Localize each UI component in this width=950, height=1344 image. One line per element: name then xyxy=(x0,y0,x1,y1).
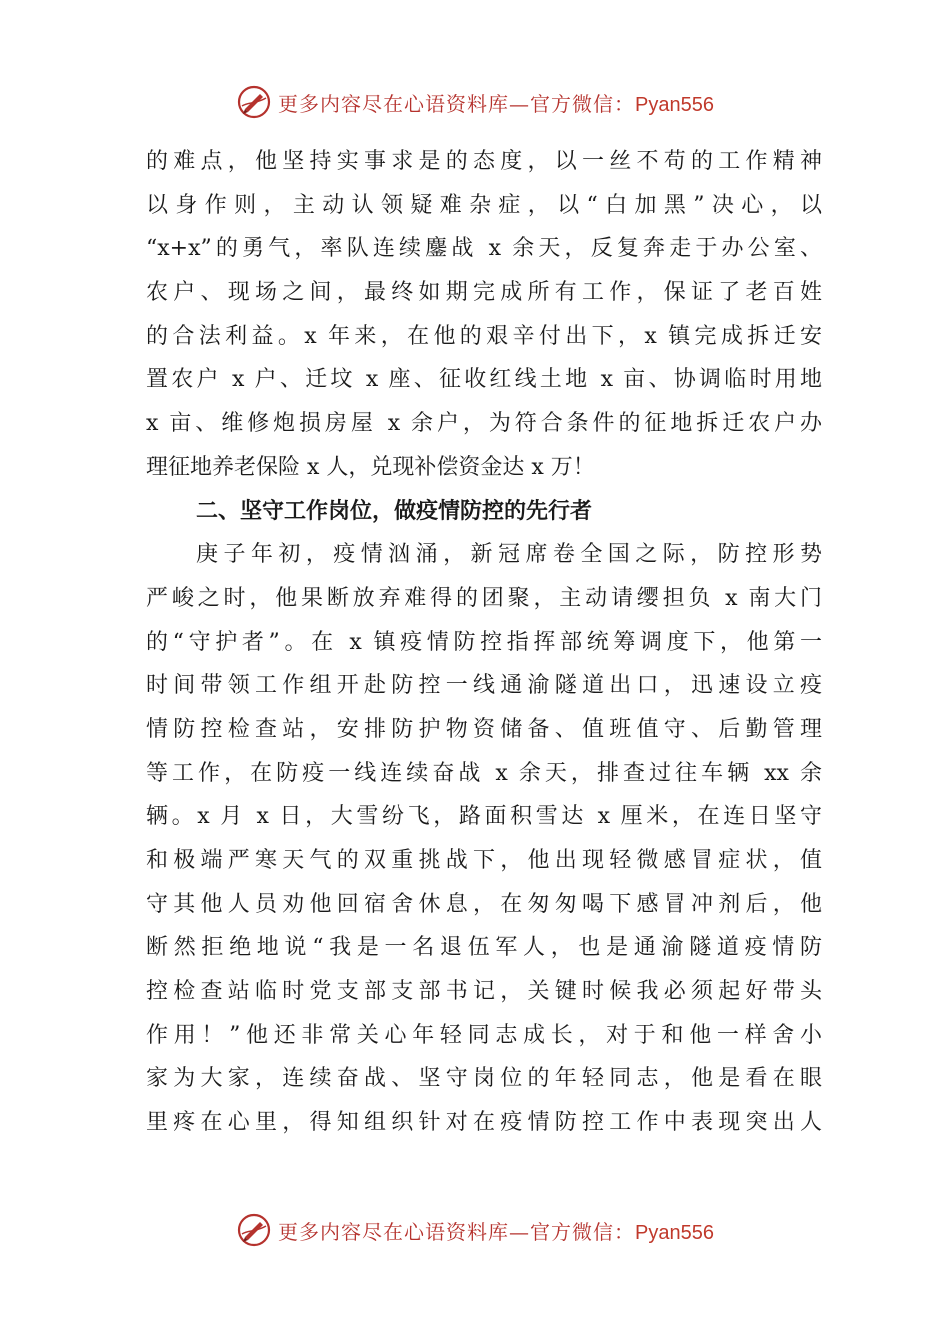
text-line: 庚子年初，疫情汹涌，新冠席卷全国之际，防控形势 xyxy=(196,542,822,568)
text-line: x 亩、维修炮损房屋 x 余户，为符合条件的征地拆迁农户办 xyxy=(146,411,822,437)
text-line: 严峻之时，他果断放弃难得的团聚，主动请缨担负 x 南大门 xyxy=(146,585,822,611)
footer-banner xyxy=(0,1210,950,1250)
text-line: 置农户 x 户、迁坟 x 座、征收红线土地 x 亩、协调临时用地 xyxy=(146,367,822,393)
text-line: “x+x”的勇气，率队连续鏖战 x 余天，反复奔走于办公室、 xyxy=(146,236,822,262)
text-line: 家为大家，连续奋战、坚守岗位的年轻同志，他是看在眼 xyxy=(146,1066,822,1092)
text-line: 断然拒绝地说“我是一名退伍军人，也是通渝隧道疫情防 xyxy=(146,935,822,961)
section-heading: 二、坚守工作岗位，做疫情防控的先行者 xyxy=(196,498,593,524)
text-line: 的“守护者”。在 x 镇疫情防控指挥部统筹调度下，他第一 xyxy=(146,629,822,655)
text-line: 控检查站临时党支部支部书记，关键时候我必须起好带头 xyxy=(146,979,822,1005)
text-line: 和极端严寒天气的双重挑战下，他出现轻微感冒症状，值 xyxy=(146,848,822,873)
text-line: 作用！”他还非常关心年轻同志成长，对于和他一样舍小 xyxy=(146,1022,822,1048)
text-line: 农户、现场之间，最终如期完成所有工作，保证了老百姓 xyxy=(146,280,822,306)
paragraph-1 xyxy=(146,140,822,490)
text-line: 的合法利益。x 年来，在他的艰辛付出下，x 镇完成拆迁安 xyxy=(146,323,822,349)
text-line: 里疼在心里，得知组织针对在疫情防控工作中表现突出人 xyxy=(146,1110,822,1136)
document-body xyxy=(146,140,822,1145)
header-wechat-id: Pyan556 xyxy=(635,93,714,116)
text-line: 等工作，在防疫一线连续奋战 x 余天，排查过往车辆 xx 余 xyxy=(146,760,822,786)
text-line: 时间带领工作组开赴防控一线通渝隧道出口，迅速设立疫 xyxy=(146,673,822,699)
footer-banner-text: 更多内容尽在心语资料库—官方微信：Pyan556 xyxy=(278,1219,714,1244)
text-line: 理征地养老保险 x 人，兑现补偿资金达 x 万！ xyxy=(146,454,595,480)
pen-logo-icon xyxy=(236,84,272,120)
header-banner-text: 更多内容尽在心语资料库—官方微信：Pyan556 xyxy=(278,91,714,116)
footer-wechat-id: Pyan556 xyxy=(635,1221,714,1244)
text-line: 以身作则，主动认领疑难杂症，以“白加黑”决心，以 xyxy=(146,192,822,218)
text-line: 辆。x 月 x 日，大雪纷飞，路面积雪达 x 厘米，在连日坚守 xyxy=(146,804,822,830)
paragraph-2 xyxy=(146,533,822,1145)
text-line: 情防控检查站，安排防护物资储备、值班值守、后勤管理 xyxy=(146,716,822,742)
text-line: 守其他人员劝他回宿舍休息，在匆匆喝下感冒冲剂后，他 xyxy=(146,891,822,917)
text-line: 的难点，他坚持实事求是的态度，以一丝不苟的工作精神 xyxy=(146,149,822,174)
pen-logo-icon xyxy=(236,1212,272,1248)
header-banner xyxy=(0,82,950,122)
